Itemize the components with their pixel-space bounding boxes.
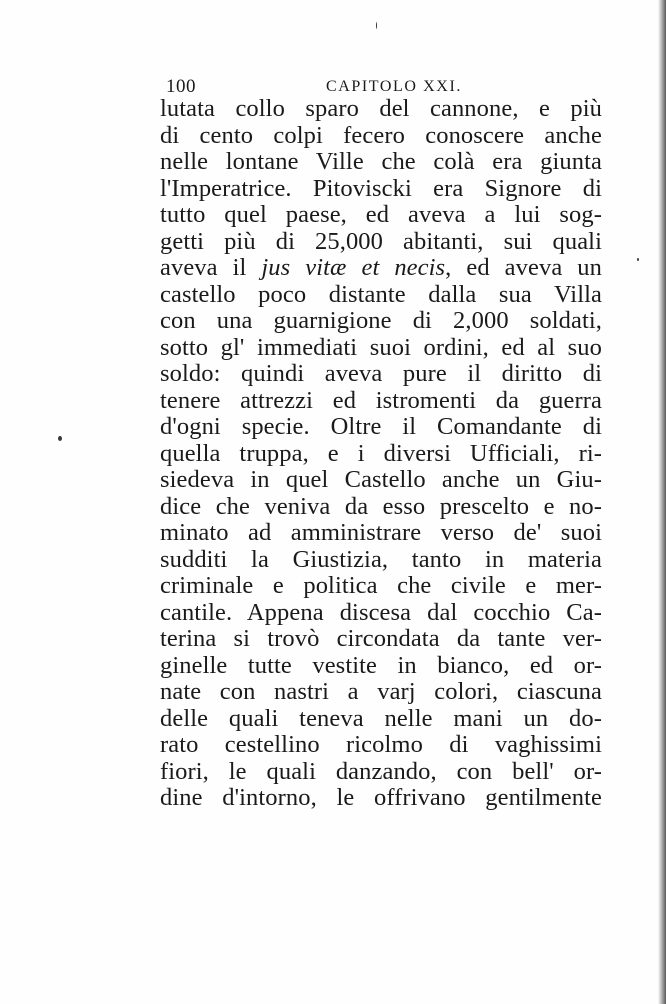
ink-speck (58, 436, 62, 441)
text-line: soldo: quindi aveva pure il diritto di (160, 360, 602, 387)
text-line: dice che veniva da esso prescelto e no- (160, 492, 602, 520)
text-line: sudditi la Giustizia, tanto in materia (160, 545, 602, 573)
text-line: lutata collo sparo del cannone, e più (160, 95, 602, 122)
text-line: criminale e politica che civile e mer- (160, 572, 602, 599)
text-line: minato ad amministrare verso de' suoi (160, 519, 602, 546)
text-line: dine d'intorno, le offrivano gentilmente (160, 784, 602, 811)
ink-speck (637, 258, 639, 261)
text-line: cantile. Appena discesa dal cocchio Ca- (160, 598, 602, 626)
page-edge-shadow (658, 0, 666, 1004)
text-line: con una guarnigione di 2,000 soldati, (160, 307, 602, 334)
text-line: d'ogni specie. Oltre il Comandante di (160, 413, 602, 440)
text-line: aveva il jus vitæ et necis, ed aveva un (160, 254, 602, 281)
text-line: castello poco distante dalla sua Villa (160, 280, 602, 308)
page-number: 100 (166, 76, 196, 97)
ink-speck (376, 22, 377, 29)
italic-phrase: jus vitæ et necis (261, 254, 446, 281)
text-line: nate con nastri a varj colori, ciascuna (160, 678, 602, 705)
text-line: sotto gl' immediati suoi ordini, ed al suo (160, 333, 602, 361)
text-line: tutto quel paese, ed aveva a lui sog- (160, 201, 602, 228)
text-line: nelle lontane Ville che colà era giunta (160, 148, 602, 175)
text-line: ginelle tutte vestite in bianco, ed or- (160, 651, 602, 679)
text-line: l'Imperatrice. Pitoviscki era Signore di (160, 174, 602, 202)
text-line: quella truppa, e i diversi Ufficiali, ri- (160, 439, 602, 467)
text-line: siedeva in quel Castello anche un Giu- (160, 466, 602, 493)
text-line: fiori, le quali danzando, con bell' or- (160, 757, 602, 785)
text-line: rato cestellino ricolmo di vaghissimi (160, 731, 602, 758)
text-line: terina si trovò circondata da tante ver- (160, 625, 602, 652)
running-head: CAPITOLO XXI. (325, 78, 462, 95)
text-line: tenere attrezzi ed istromenti da guerra (160, 386, 602, 414)
body-text (160, 96, 602, 812)
text-line: getti più di 25,000 abitanti, sui quali (160, 227, 602, 255)
text-line: delle quali teneva nelle mani un do- (160, 704, 602, 732)
text-line: di cento colpi fecero conoscere anche (160, 121, 602, 149)
